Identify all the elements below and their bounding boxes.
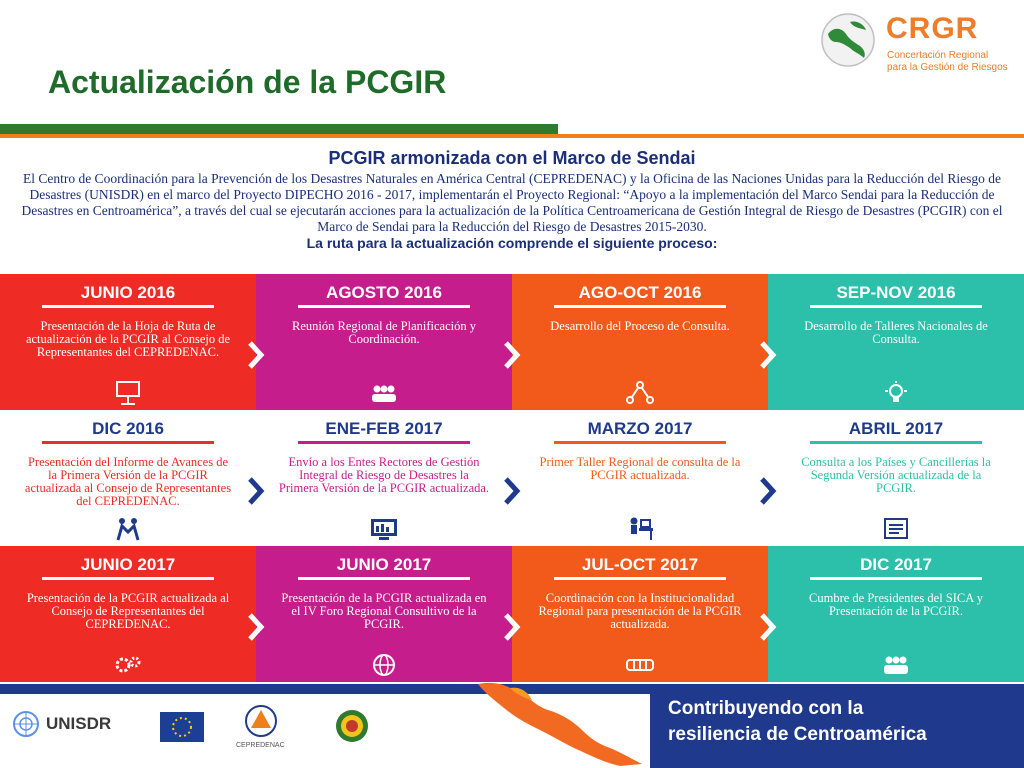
infographic-poster — [0, 138, 1024, 768]
presentation-icon — [113, 380, 143, 406]
unisdr-text: UNISDR — [46, 714, 112, 733]
document-icon — [881, 516, 911, 542]
group-icon — [369, 380, 399, 406]
chevron-right-icon — [503, 476, 521, 506]
central-america-map-icon — [470, 678, 650, 768]
cepredenac-emblem-icon — [244, 704, 278, 738]
timeline-date: JUNIO 2017 — [298, 554, 470, 580]
timeline-date: JUL-OCT 2017 — [554, 554, 726, 580]
chevron-right-icon — [759, 612, 777, 642]
chevron-right-icon — [247, 340, 265, 370]
timeline-date: MARZO 2017 — [554, 418, 726, 444]
timeline-description: Presentación de la PCGIR actualizada en el IV Foro Regional Consultivo de la PCGIR. — [281, 591, 487, 631]
eu-flag-icon — [160, 712, 204, 742]
globe-icon — [369, 652, 399, 678]
handshake-icon — [113, 516, 143, 542]
brand-subtitle-1: Concertación Regional — [887, 50, 989, 61]
process-heading: La ruta para la actualización comprende el siguiente proceso: — [306, 235, 718, 251]
handshake2-icon — [625, 652, 655, 678]
chevron-right-icon — [247, 476, 265, 506]
chevron-right-icon — [759, 476, 777, 506]
timeline-description: Reunión Regional de Planificación y Coordinación. — [292, 319, 476, 346]
network-icon — [625, 380, 655, 406]
timeline-date: JUNIO 2016 — [42, 282, 214, 308]
timeline-date: ABRIL 2017 — [810, 418, 982, 444]
title-underline-green — [0, 124, 558, 134]
timeline-date: ENE-FEB 2017 — [298, 418, 470, 444]
contrib-line-2: resiliencia de Centroamérica — [668, 724, 927, 745]
contribution-banner — [650, 684, 1024, 768]
brand-name: CRGR — [886, 12, 979, 45]
timeline-description: Presentación de la Hoja de Ruta de actualización de la PCGIR al Consejo de Representantes del CEPREDENAC. — [25, 319, 231, 359]
sica-seal-icon — [334, 708, 370, 744]
globe-logo-icon — [820, 12, 876, 68]
slide-title: Actualización de la PCGIR — [48, 64, 447, 100]
timeline-description: Envío a los Entes Rectores de Gestión Integral de Riesgo de Desastres la Primera Versión de la PCGIR actualizada. — [278, 455, 490, 495]
intro-title: PCGIR armonizada con el Marco de Sendai — [328, 148, 696, 168]
chevron-right-icon — [759, 340, 777, 370]
cepredenac-text: CEPREDENAC — [236, 742, 285, 749]
people-icon — [881, 652, 911, 678]
timeline-description: Cumbre de Presidentes del SICA y Presentación de la PCGIR. — [809, 591, 983, 618]
un-emblem-icon — [12, 710, 40, 738]
gears-icon — [113, 652, 143, 678]
timeline-date: AGOSTO 2016 — [298, 282, 470, 308]
timeline-date: SEP-NOV 2016 — [810, 282, 982, 308]
brand-subtitle-2: para la Gestión de Riesgos — [887, 62, 1008, 73]
timeline-description: Desarrollo del Proceso de Consulta. — [550, 319, 730, 333]
chevron-right-icon — [247, 612, 265, 642]
unisdr-logo — [12, 710, 132, 750]
timeline-description: Coordinación con la Institucionalidad Regional para presentación de la PCGIR actualizada. — [538, 591, 742, 631]
monitor-icon — [369, 516, 399, 542]
timeline-date: DIC 2016 — [42, 418, 214, 444]
timeline-grid — [0, 274, 1024, 684]
timeline-description: Primer Taller Regional de consulta de la PCGIR actualizada. — [539, 455, 741, 482]
timeline-description: Desarrollo de Talleres Nacionales de Consulta. — [804, 319, 988, 346]
timeline-description: Presentación del Informe de Avances de la Primera Versión de la PCGIR actualizada al Consejo de Representantes del CEPREDENAC. — [24, 455, 232, 508]
timeline-date: DIC 2017 — [810, 554, 982, 580]
desk-icon — [625, 516, 655, 542]
timeline-description: Presentación de la PCGIR actualizada al Consejo de Representantes del CEPREDENAC. — [26, 591, 230, 631]
timeline-description: Consulta a los Países y Cancillerías la Segunda Versión actualizada de la PCGIR. — [801, 455, 991, 495]
chevron-right-icon — [503, 612, 521, 642]
contrib-line-1: Contribuyendo con la — [668, 698, 864, 719]
crgr-logo — [820, 10, 1020, 74]
intro-body: El Centro de Coordinación para la Prevención de los Desastres Naturales en América Central (CEPREDENAC) y la Oficina de las Naciones Unidas para la Reducción del Riesgo de Desastres (UNISDR) en el marco del Proyecto DIPECHO 2016 - 2017, implementarán el Proyecto Regional: “Apoyo a la implementación del Marco Sendai para la Reducción de Desastres en Centroamérica”, a través del cual se ejecutarán acciones para la actualización de la Política Centroamericana de Gestión Integral de Riesgo de Desastres (PCGIR) con el Marco de Sendai para la Reducción del Riesgo de Desastres 2015-2030. — [21, 171, 1003, 234]
timeline-date: JUNIO 2017 — [42, 554, 214, 580]
lightbulb-icon — [881, 380, 911, 406]
timeline-date: AGO-OCT 2016 — [554, 282, 726, 308]
chevron-right-icon — [503, 340, 521, 370]
intro-section — [0, 138, 1024, 274]
